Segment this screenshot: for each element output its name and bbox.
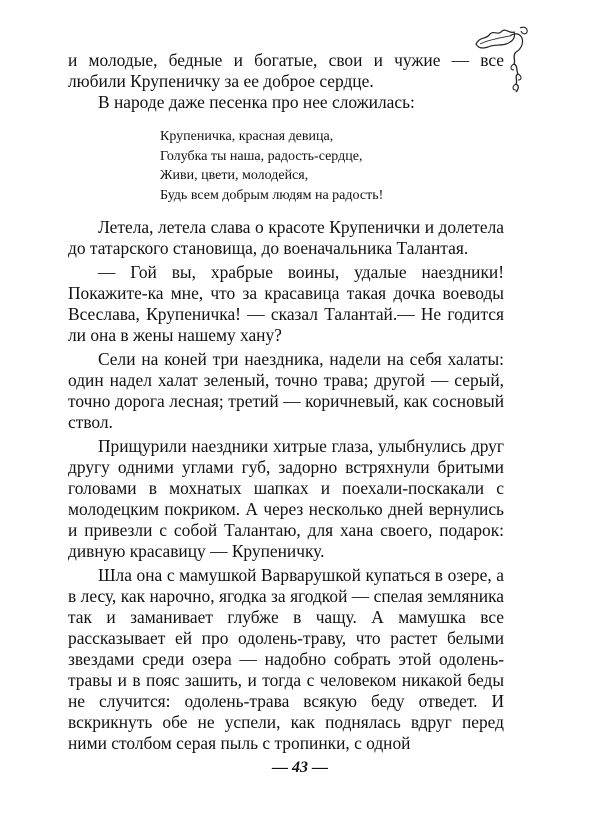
story-paragraph-2: — Гой вы, храбрые воины, удалые наездники! Покажите-ка мне, что за красавица такая дочка воеводы Всеслава, Крупеничка! — сказал Талантай.— Не годится ли она в жены нашему хану? (68, 262, 504, 345)
story-paragraph-5: Шла она с мамушкой Варварушкой купаться в озере, а в лесу, как нарочно, ягодка за ягодкой — спелая земляника так и заманивает глубже в чащу. А мамушка все рассказывает ей про одолень-траву, что растет белыми звездами среди озера — надобно собрать этой одолень-травы и в пояс зашить, и тогда с человеком никакой беды не случится: одолень-трава всякую беду отведет. И вскрикнуть обе не успели, как поднялась вдруг перед ними столбом серая пыль с тропинки, с одной (68, 565, 504, 753)
story-text (68, 217, 504, 757)
intro-paragraph-2: В народе даже песенка про нее сложилась: (98, 92, 415, 112)
verse-line: Крупеничка, красная девица, (160, 129, 334, 144)
verse-line: Голубка ты наша, радость-сердце, (160, 148, 363, 164)
verse-line: Живи, цвети, молодейся, (160, 168, 309, 183)
intro-paragraph-1: и молодые, бедные и богатые, свои и чужие — все любили Крупеничку за ее доброе сердце. (68, 50, 504, 91)
story-paragraph-4: Прищурили наездники хитрые глаза, улыбнулись друг другу одними углами губ, задорно встряхнули бритыми головами в мохнатых шапках и поехали-поскакали с молодецким покриком. А через несколько дней вернулись и привезли с собой Талантаю, для хана своего, подарок: дивную красавицу — Крупеничку. (68, 436, 504, 561)
story-paragraph-1: Летела, летела слава о красоте Крупенички и долетела до татарского становища, до военачальника Талантая. (68, 217, 504, 258)
page-number: — 43 — (272, 759, 328, 776)
song-verse (160, 127, 520, 205)
story-paragraph-3: Сели на коней три наездника, надели на себя халаты: один надел халат зеленый, точно трава; другой — серый, точно дорога лесная; третий — коричневый, как сосновый ствол. (68, 349, 504, 432)
verse-line: Будь всем добрым людям на радость! (160, 187, 384, 203)
intro-text (68, 50, 504, 113)
